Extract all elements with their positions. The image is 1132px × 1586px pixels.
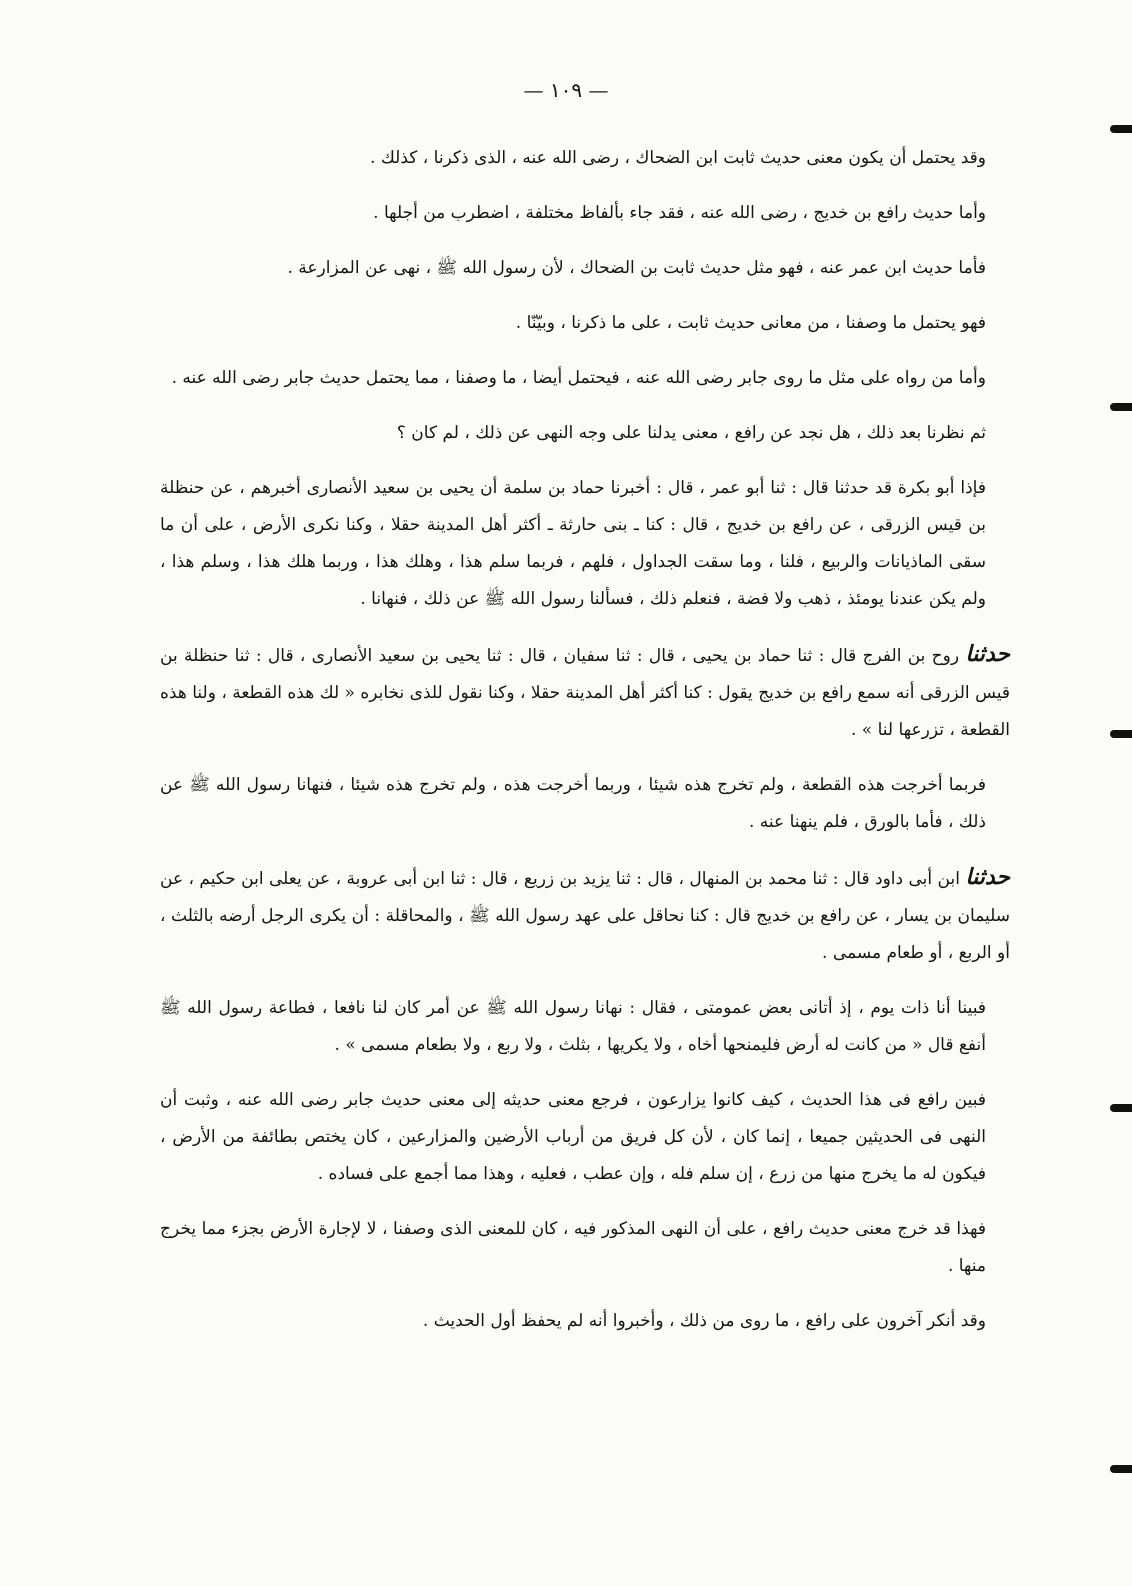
scan-edge-mark [1110, 403, 1132, 411]
paragraph: فهو يحتمل ما وصفنا ، من معانى حديث ثابت ، على ما ذكرنا ، وبيّنّا . [515, 313, 986, 333]
paragraph: فربما أخرجت هذه القطعة ، ولم تخرج هذه شيئا ، وربما أخرجت هذه ، ولم تخرج هذه شيئا ، فنهانا رسول الله ﷺ عن ذلك ، فأما بالورق ، فلم ينهنا عنه . [160, 775, 986, 832]
paragraph: وقد أنكر آخرون على رافع ، ما روى من ذلك ، وأخبروا أنه لم يحفظ أول الحديث . [422, 1311, 986, 1331]
main-text [160, 140, 1010, 1358]
paragraph [160, 636, 1010, 749]
paragraph: فبينا أنا ذات يوم ، إذ أتانى بعض عمومتى ، فقال : نهانا رسول الله ﷺ عن أمر كان لنا نافعا ، فطاعة رسول الله ﷺ أنفع قال « من كانت له أرض فليمنحها أخاه ، ولا يكريها ، بثلث ، ولا ربع ، ولا بطعام مسمى » . [160, 998, 986, 1055]
lead-word: حدثنا [965, 641, 1010, 667]
paragraph: فهذا قد خرج معنى حديث رافع ، على أن النهى المذكور فيه ، كان للمعنى الذى وصفنا ، لا لإجارة الأرض بجزء مما يخرج منها . [160, 1219, 986, 1276]
paragraph-text: فإذا أبو بكرة قد حدثنا قال : ثنا أبو عمر ، قال : أخبرنا حماد بن سلمة أن يحيى بن سعيد الأنصارى أخبرهم ، عن حنظلة بن قيس الزرقى ، عن رافع بن خديج ، قال : كنا ـ بنى حارثة ـ أكثر أهل المدينة حقلا ، وكنا نكرى الأرض ، على أن ما سقى الماذيانات والربيع ، فلنا ، وما سقت الجداول ، فلهم ، فربما سلم هذا ، وهلك هذا ، وربما هلك هذا ، وسلم هذا ، ولم يكن عندنا يومئذ ، ذهب ولا فضة ، فنعلم ذلك ، فسألنا رسول الله ﷺ عن ذلك ، فنهانا . [160, 478, 986, 609]
paragraph-text: ابن أبى داود قال : ثنا محمد بن المنهال ، قال : ثنا يزيد بن زريع ، قال : ثنا ابن أبى عروبة ، عن يعلى ابن حكيم ، عن سليمان بن يسار ، عن رافع بن خديج قال : كنا نحاقل على عهد رسول الله ﷺ ، والمحاقلة : أن يكرى الرجل أرضه بالثلث ، أو الربع ، أو طعام مسمى . [160, 869, 1010, 963]
paragraph: وأما من رواه على مثل ما روى جابر رضى الله عنه ، فيحتمل أيضا ، ما وصفنا ، مما يحتمل حديث جابر رضى الله عنه . [171, 368, 986, 388]
scan-edge-mark [1110, 1104, 1132, 1112]
paragraph: ثم نظرنا بعد ذلك ، هل نجد عن رافع ، معنى يدلنا على وجه النهى عن ذلك ، لم كان ؟ [396, 423, 986, 443]
paragraph: وقد يحتمل أن يكون معنى حديث ثابت ابن الضحاك ، رضى الله عنه ، الذى ذكرنا ، كذلك . [370, 148, 986, 168]
paragraph [160, 470, 1010, 618]
lead-word: حدثنا [965, 864, 1010, 890]
paragraph: فبين رافع فى هذا الحديث ، كيف كانوا يزارعون ، فرجع معنى حديثه إلى معنى حديث جابر رضى الله عنه ، وثبت أن النهى فى الحديثين جميعا ، إنما كان ، لأن كل فريق من أرباب الأرضين والمزارعين ، كان يختص بطائفة من الأرض ، فيكون له ما يخرج منها من زرع ، إن سلم فله ، وإن عطب ، فعليه ، وهذا مما أجمع على فساده . [160, 1090, 986, 1184]
page-number: — ١٠٩ — [523, 78, 609, 102]
paragraph: فأما حديث ابن عمر عنه ، فهو مثل حديث ثابت بن الضحاك ، لأن رسول الله ﷺ ، نهى عن المزارعة . [287, 258, 986, 278]
paragraph-text: روح بن الفرج قال : ثنا حماد بن يحيى ، قال : ثنا سفيان ، قال : ثنا يحيى بن سعيد الأنصارى ، قال : ثنا حنظلة بن قيس الزرقى أنه سمع رافع بن خديج يقول : كنا أكثر أهل المدينة حقلا ، وكنا نقول للذى نخابره « لك هذه القطعة ، ولنا هذه القطعة ، تزرعها لنا » . [160, 646, 1010, 740]
scan-edge-mark [1110, 730, 1132, 738]
scan-edge-mark [1110, 1465, 1132, 1473]
scan-edge-mark [1110, 125, 1132, 133]
paragraph [160, 859, 1010, 972]
paragraph: وأما حديث رافع بن خديج ، رضى الله عنه ، فقد جاء بألفاظ مختلفة ، اضطرب من أجلها . [373, 203, 986, 223]
